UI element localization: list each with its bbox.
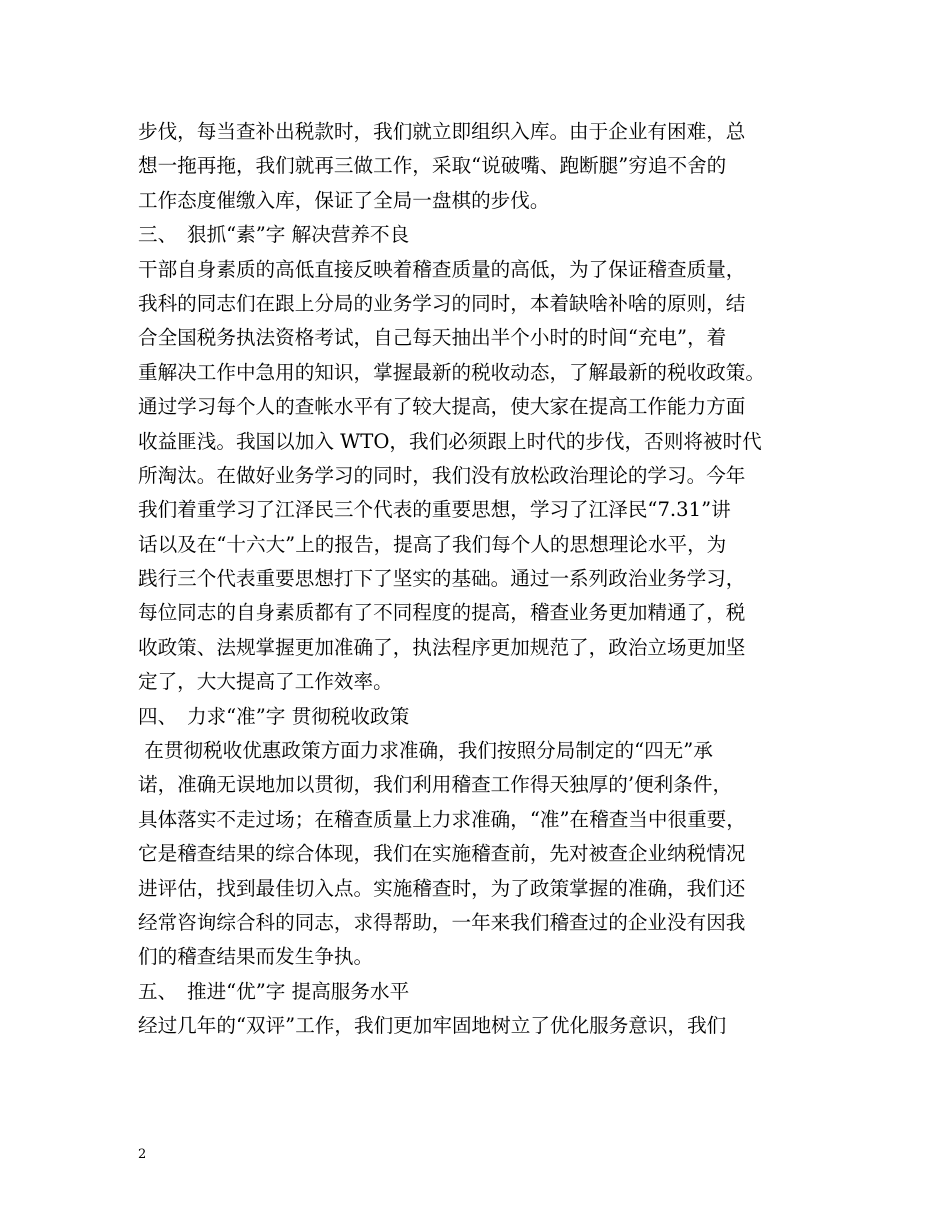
text-line: 在贯彻税收优惠政策方面力求准确，我们按照分局制定的“四无”承 xyxy=(138,739,713,763)
text-line: 干部自身素质的高低直接反映着稽查质量的高低，为了保证稽查质量， xyxy=(138,257,746,281)
text-line: 收益匪浅。我国以加入 WTO，我们必须跟上时代的步伐，否则将被时代 xyxy=(138,429,762,453)
text-line: 每位同志的自身素质都有了不同程度的提高，稽查业务更加精通了，税 xyxy=(138,601,746,625)
text-line: 工作态度催缴入库，保证了全局一盘棋的步伐。 xyxy=(138,188,550,212)
text-line: 话以及在“十六大”上的报告，提高了我们每个人的思想理论水平，为 xyxy=(138,532,727,556)
text-line: 定了，大大提高了工作效率。 xyxy=(138,670,393,694)
text-line: 合全国税务执法资格考试，自己每天抽出半个小时的时间“充电”，着 xyxy=(138,326,727,350)
body-text xyxy=(138,115,828,1044)
page-number: 2 xyxy=(138,1147,147,1162)
section-heading-5: 五、 推进“优”字 提高服务水平 xyxy=(138,979,410,1003)
section-heading-3: 三、 狠抓“素”字 解决营养不良 xyxy=(138,223,410,247)
text-line: 经常咨询综合科的同志，求得帮助，一年来我们稽查过的企业没有因我 xyxy=(138,910,746,934)
text-line: 所淘汰。在做好业务学习的同时，我们没有放松政治理论的学习。今年 xyxy=(138,463,746,487)
text-line: 诺，准确无误地加以贯彻，我们利用稽查工作得天独厚的’便利条件， xyxy=(138,773,733,797)
text-line: 我科的同志们在跟上分局的业务学习的同时，本着缺啥补啥的原则，结 xyxy=(138,291,746,315)
text-line: 进评估，找到最佳切入点。实施稽查时，为了政策掌握的准确，我们还 xyxy=(138,876,746,900)
text-line: 们的稽查结果而发生争执。 xyxy=(138,945,374,969)
text-line: 重解决工作中急用的知识，掌握最新的税收动态，了解最新的税收政策。 xyxy=(138,360,765,384)
text-line: 它是稽查结果的综合体现，我们在实施稽查前，先对被查企业纳税情况 xyxy=(138,842,746,866)
text-line: 具体落实不走过场；在稽查质量上力求准确，“准”在稽查当中很重要， xyxy=(138,807,746,831)
text-line: 我们着重学习了江泽民三个代表的重要思想，学习了江泽民“7.31”讲 xyxy=(138,498,731,522)
section-heading-4: 四、 力求“准”字 贯彻税收政策 xyxy=(138,704,410,728)
text-line: 践行三个代表重要思想打下了坚实的基础。通过一系列政治业务学习， xyxy=(138,567,746,591)
text-line: 想一拖再拖，我们就再三做工作，采取“说破嘴、跑断腿”穷追不舍的 xyxy=(138,154,727,178)
text-line: 步伐，每当查补出税款时，我们就立即组织入库。由于企业有困难，总 xyxy=(138,120,746,143)
text-line: 经过几年的“双评”工作，我们更加牢固地树立了优化服务意识，我们 xyxy=(138,1014,727,1038)
text-line: 收政策、法规掌握更加准确了，执法程序更加规范了，政治立场更加坚 xyxy=(138,635,746,659)
text-line: 通过学习每个人的查帐水平有了较大提高，使大家在提高工作能力方面 xyxy=(138,395,746,419)
